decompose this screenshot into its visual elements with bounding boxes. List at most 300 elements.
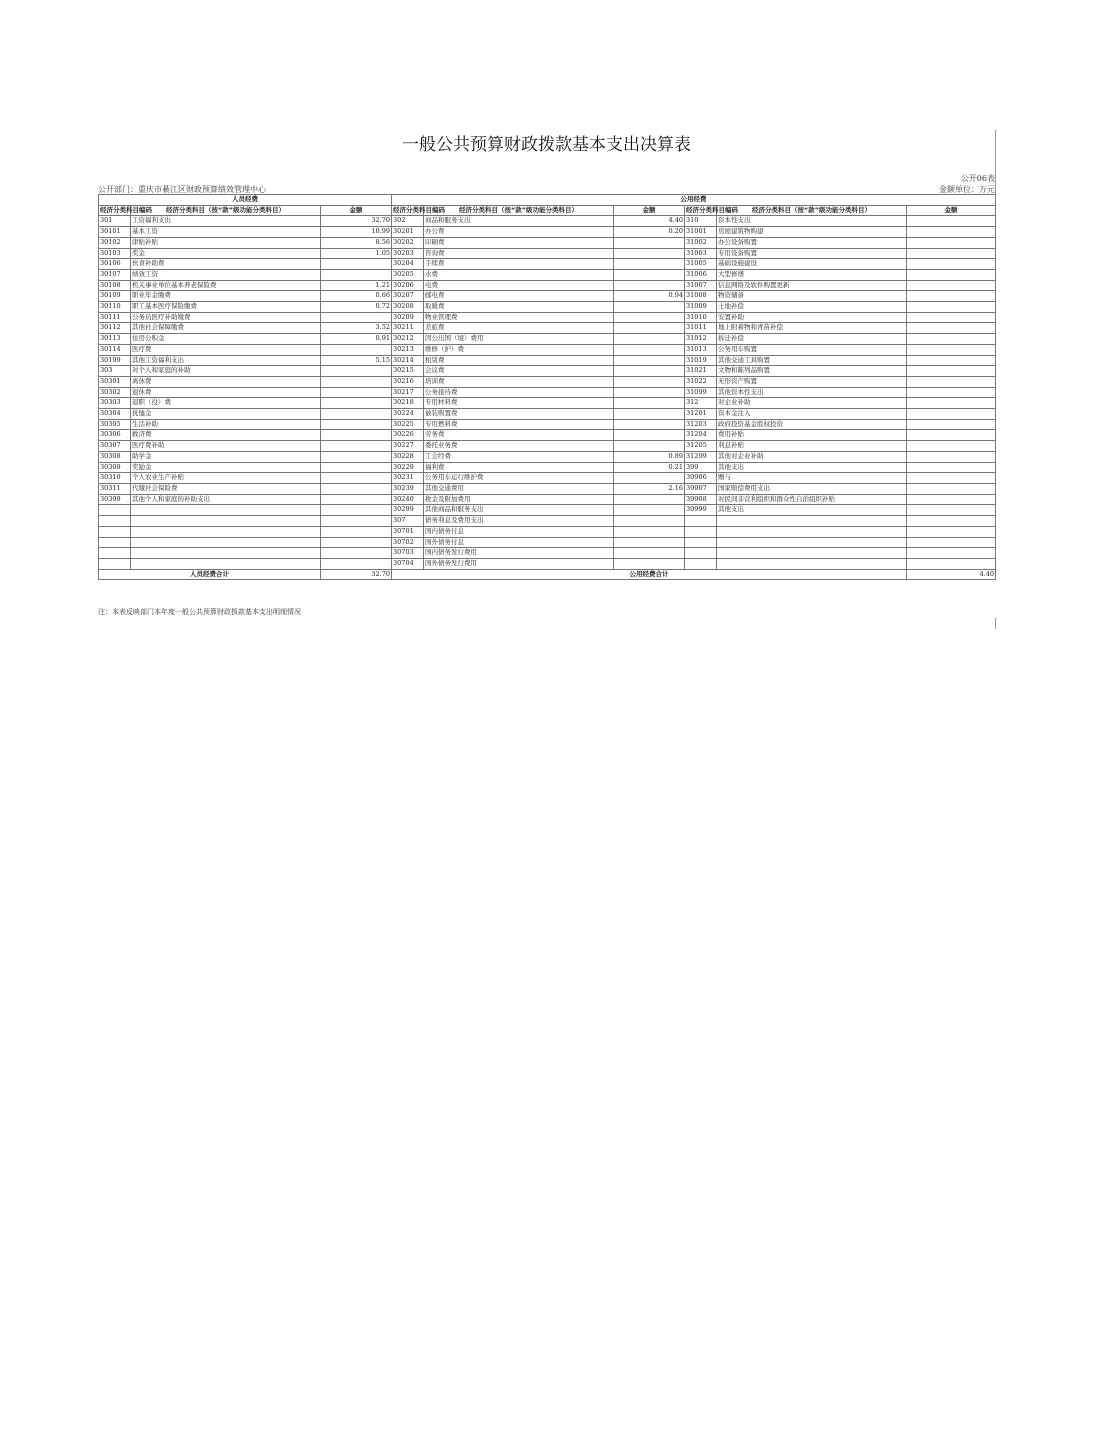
cell-name: 土地补偿 xyxy=(717,302,907,313)
cell-name: 大型修缮 xyxy=(717,269,907,280)
cell-name: 拆迁补偿 xyxy=(717,334,907,345)
cell-name xyxy=(717,516,907,527)
cell-code: 31008 xyxy=(685,291,717,302)
cell-name: 税金及附加费用 xyxy=(424,494,614,505)
cell-code: 31005 xyxy=(685,259,717,270)
amount-header: 金额 xyxy=(614,205,685,216)
cell-code: 30103 xyxy=(99,248,131,259)
expenditure-table xyxy=(98,194,996,580)
cell-code xyxy=(685,548,717,559)
cell-name: 抚恤金 xyxy=(131,409,321,420)
cell-amount xyxy=(321,259,392,270)
cell-amount xyxy=(907,483,996,494)
cell-code: 31204 xyxy=(685,430,717,441)
cell-amount xyxy=(614,419,685,430)
cell-code: 30214 xyxy=(392,355,424,366)
cell-amount xyxy=(321,483,392,494)
cell-code: 30211 xyxy=(392,323,424,334)
cell-name: 国外债务付息 xyxy=(424,537,614,548)
table-row xyxy=(99,237,996,248)
table-body xyxy=(99,216,996,569)
cell-name: 印刷费 xyxy=(424,237,614,248)
table-row xyxy=(99,505,996,516)
cell-amount xyxy=(907,419,996,430)
cell-code: 30215 xyxy=(392,366,424,377)
cell-amount xyxy=(321,558,392,569)
cell-name: 其他个人和家庭的补助支出 xyxy=(131,494,321,505)
cell-amount: 10.99 xyxy=(321,227,392,238)
cell-name: 邮电费 xyxy=(424,291,614,302)
cell-amount: 1.05 xyxy=(321,248,392,259)
cell-amount xyxy=(907,526,996,537)
cell-code: 30703 xyxy=(392,548,424,559)
personnel-header: 人员经费 xyxy=(99,195,392,206)
cell-name: 办公费 xyxy=(424,227,614,238)
cell-name: 专用材料费 xyxy=(424,398,614,409)
cell-code: 30240 xyxy=(392,494,424,505)
cell-name xyxy=(131,558,321,569)
table-row xyxy=(99,323,996,334)
table-row xyxy=(99,376,996,387)
cell-name: 资本金注入 xyxy=(717,409,907,420)
cell-code: 31002 xyxy=(685,237,717,248)
cell-amount xyxy=(614,441,685,452)
cell-code: 31011 xyxy=(685,323,717,334)
cell-amount: 0.72 xyxy=(321,302,392,313)
cell-amount xyxy=(907,494,996,505)
cell-amount xyxy=(614,505,685,516)
cell-code: 30217 xyxy=(392,387,424,398)
table-row xyxy=(99,227,996,238)
cell-name: 房屋建筑物购建 xyxy=(717,227,907,238)
cell-name: 国内债务发行费用 xyxy=(424,548,614,559)
cell-amount: 0.91 xyxy=(321,334,392,345)
cell-amount xyxy=(321,516,392,527)
cell-amount xyxy=(321,462,392,473)
group-header-row xyxy=(99,195,996,206)
cell-name: 退休费 xyxy=(131,387,321,398)
cell-code: 303 xyxy=(99,366,131,377)
cell-code: 302 xyxy=(392,216,424,227)
cell-code: 30208 xyxy=(392,302,424,313)
cell-amount xyxy=(614,237,685,248)
cell-name: 债务利息及费用支出 xyxy=(424,516,614,527)
cell-name: 其他商品和服务支出 xyxy=(424,505,614,516)
cell-name: 对个人和家庭的补助 xyxy=(131,366,321,377)
cell-code: 399 xyxy=(685,462,717,473)
cell-name: 安置补助 xyxy=(717,312,907,323)
page-title: 一般公共预算财政拨款基本支出决算表 xyxy=(402,135,691,155)
cell-amount: 8.56 xyxy=(321,237,392,248)
cell-name: 专用设备购置 xyxy=(717,248,907,259)
cell-amount: 5.15 xyxy=(321,355,392,366)
cell-amount xyxy=(614,334,685,345)
cell-amount xyxy=(614,516,685,527)
cell-amount xyxy=(614,248,685,259)
cell-name xyxy=(717,526,907,537)
cell-name: 取暖费 xyxy=(424,302,614,313)
cell-name xyxy=(131,526,321,537)
table-row xyxy=(99,451,996,462)
cell-amount xyxy=(614,548,685,559)
cell-code xyxy=(685,537,717,548)
cell-amount xyxy=(907,548,996,559)
cell-name: 差旅费 xyxy=(424,323,614,334)
cell-name: 咨询费 xyxy=(424,248,614,259)
cell-code: 30302 xyxy=(99,387,131,398)
cell-code: 31006 xyxy=(685,269,717,280)
cell-code: 30111 xyxy=(99,312,131,323)
cell-name: 职业年金缴费 xyxy=(131,291,321,302)
cell-name: 租赁费 xyxy=(424,355,614,366)
cell-name: 医疗费补助 xyxy=(131,441,321,452)
cell-name: 医疗费 xyxy=(131,344,321,355)
name-header: 经济分类科目（按“款”级功能分类科目） xyxy=(717,205,907,216)
cell-code: 30227 xyxy=(392,441,424,452)
cell-amount xyxy=(614,558,685,569)
cell-name xyxy=(717,558,907,569)
cell-amount xyxy=(907,505,996,516)
cell-code: 30207 xyxy=(392,291,424,302)
cell-amount xyxy=(614,280,685,291)
cell-code: 30226 xyxy=(392,430,424,441)
cell-name: 其他工资福利支出 xyxy=(131,355,321,366)
cell-name: 手续费 xyxy=(424,259,614,270)
table-row xyxy=(99,558,996,569)
cell-name: 地上附着物和青苗补偿 xyxy=(717,323,907,334)
cell-amount xyxy=(321,409,392,420)
cell-name xyxy=(131,548,321,559)
cell-name: 无形资产购置 xyxy=(717,376,907,387)
table-row xyxy=(99,366,996,377)
cell-amount xyxy=(907,269,996,280)
table-row xyxy=(99,280,996,291)
public-total-amount: 4.40 xyxy=(907,569,996,580)
table-row xyxy=(99,269,996,280)
cell-name: 劳务费 xyxy=(424,430,614,441)
table-row xyxy=(99,398,996,409)
cell-name: 其他交通工具购置 xyxy=(717,355,907,366)
cell-name: 费用补贴 xyxy=(717,430,907,441)
cell-amount: 3.52 xyxy=(321,323,392,334)
cell-name: 福利费 xyxy=(424,462,614,473)
cell-code: 30199 xyxy=(99,355,131,366)
cell-name: 退职（役）费 xyxy=(131,398,321,409)
cell-name: 代缴社会保险费 xyxy=(131,483,321,494)
cell-amount xyxy=(907,516,996,527)
cell-name: 基本工资 xyxy=(131,227,321,238)
cell-amount xyxy=(907,558,996,569)
cell-code: 30109 xyxy=(99,291,131,302)
cell-code: 30212 xyxy=(392,334,424,345)
cell-amount xyxy=(907,376,996,387)
cell-name: 救济费 xyxy=(131,430,321,441)
cell-name: 因公出国（境）费用 xyxy=(424,334,614,345)
cell-amount xyxy=(907,312,996,323)
cell-amount xyxy=(321,548,392,559)
cell-code xyxy=(99,526,131,537)
cell-code: 30114 xyxy=(99,344,131,355)
cell-name: 离休费 xyxy=(131,376,321,387)
cell-code: 31205 xyxy=(685,441,717,452)
cell-name: 个人农业生产补贴 xyxy=(131,473,321,484)
cell-name: 助学金 xyxy=(131,451,321,462)
table-row xyxy=(99,430,996,441)
table-row xyxy=(99,312,996,323)
cell-name: 津贴补贴 xyxy=(131,237,321,248)
table-row xyxy=(99,494,996,505)
cell-amount xyxy=(907,366,996,377)
cell-amount xyxy=(321,494,392,505)
cell-code: 31022 xyxy=(685,376,717,387)
cell-code: 39907 xyxy=(685,483,717,494)
amount-header: 金额 xyxy=(321,205,392,216)
cell-amount xyxy=(614,494,685,505)
cell-amount xyxy=(321,269,392,280)
cell-code: 30305 xyxy=(99,419,131,430)
cell-amount xyxy=(907,248,996,259)
cell-name: 委托业务费 xyxy=(424,441,614,452)
cell-name: 资本性支出 xyxy=(717,216,907,227)
cell-name: 会议费 xyxy=(424,366,614,377)
cell-code: 30205 xyxy=(392,269,424,280)
cell-code: 30307 xyxy=(99,441,131,452)
cell-name: 生活补助 xyxy=(131,419,321,430)
cell-amount xyxy=(614,323,685,334)
cell-code: 30101 xyxy=(99,227,131,238)
cell-amount xyxy=(321,526,392,537)
cell-amount xyxy=(907,398,996,409)
cell-amount xyxy=(614,259,685,270)
cell-code xyxy=(99,516,131,527)
name-header: 经济分类科目（按“款”级功能分类科目） xyxy=(131,205,321,216)
cell-code: 39906 xyxy=(685,473,717,484)
cell-code: 30239 xyxy=(392,483,424,494)
cell-amount xyxy=(907,237,996,248)
cell-name: 信息网络及软件购置更新 xyxy=(717,280,907,291)
public-total-label: 公用经费合计 xyxy=(392,569,907,580)
cell-name: 住房公积金 xyxy=(131,334,321,345)
cell-code: 30112 xyxy=(99,323,131,334)
cell-code: 30702 xyxy=(392,537,424,548)
table-row xyxy=(99,537,996,548)
cell-code: 30108 xyxy=(99,280,131,291)
cell-name: 对企业补助 xyxy=(717,398,907,409)
cell-amount xyxy=(907,451,996,462)
cell-code: 31201 xyxy=(685,409,717,420)
cell-code: 31203 xyxy=(685,419,717,430)
cell-code: 39908 xyxy=(685,494,717,505)
cell-amount xyxy=(321,505,392,516)
cell-code: 30102 xyxy=(99,237,131,248)
cell-amount xyxy=(321,430,392,441)
cell-name: 国外债务发行费用 xyxy=(424,558,614,569)
right-margin-rule-bottom xyxy=(995,618,996,629)
cell-name: 职工基本医疗保险缴费 xyxy=(131,302,321,313)
cell-amount: 0.94 xyxy=(614,291,685,302)
table-row xyxy=(99,216,996,227)
table-row xyxy=(99,334,996,345)
cell-code: 30311 xyxy=(99,483,131,494)
public-header: 公用经费 xyxy=(392,195,996,206)
cell-name: 伙食补助费 xyxy=(131,259,321,270)
cell-code: 31019 xyxy=(685,355,717,366)
cell-name: 专用燃料费 xyxy=(424,419,614,430)
cell-amount xyxy=(614,537,685,548)
cell-code xyxy=(685,558,717,569)
cell-code: 30201 xyxy=(392,227,424,238)
cell-amount xyxy=(614,269,685,280)
cell-code: 30107 xyxy=(99,269,131,280)
table-row xyxy=(99,259,996,270)
cell-code: 30203 xyxy=(392,248,424,259)
cell-amount xyxy=(321,312,392,323)
cell-amount: 4.40 xyxy=(614,216,685,227)
table-row xyxy=(99,409,996,420)
amount-header: 金额 xyxy=(907,205,996,216)
cell-code: 30110 xyxy=(99,302,131,313)
cell-code: 30231 xyxy=(392,473,424,484)
table-row xyxy=(99,419,996,430)
cell-code: 30206 xyxy=(392,280,424,291)
cell-name: 公务用车购置 xyxy=(717,344,907,355)
cell-name: 公务员医疗补助缴费 xyxy=(131,312,321,323)
code-header: 经济分类科目编码 xyxy=(685,205,717,216)
cell-name: 其他支出 xyxy=(717,505,907,516)
table-row xyxy=(99,248,996,259)
cell-amount xyxy=(907,409,996,420)
cell-name: 其他支出 xyxy=(717,462,907,473)
cell-name xyxy=(131,516,321,527)
cell-code: 30204 xyxy=(392,259,424,270)
cell-amount xyxy=(321,387,392,398)
cell-amount xyxy=(614,409,685,420)
cell-name: 公务用车运行维护费 xyxy=(424,473,614,484)
cell-code: 39999 xyxy=(685,505,717,516)
cell-amount: 1.21 xyxy=(321,280,392,291)
cell-code: 30704 xyxy=(392,558,424,569)
cell-code: 30224 xyxy=(392,409,424,420)
table-row xyxy=(99,548,996,559)
cell-name: 水费 xyxy=(424,269,614,280)
cell-code: 30209 xyxy=(392,312,424,323)
cell-code: 30309 xyxy=(99,462,131,473)
cell-amount xyxy=(907,537,996,548)
cell-amount xyxy=(907,430,996,441)
cell-code: 30303 xyxy=(99,398,131,409)
cell-name: 国家赔偿费用支出 xyxy=(717,483,907,494)
cell-amount xyxy=(907,302,996,313)
cell-amount xyxy=(321,366,392,377)
cell-amount: 2.16 xyxy=(614,483,685,494)
cell-code: 30310 xyxy=(99,473,131,484)
cell-code: 30301 xyxy=(99,376,131,387)
cell-name: 赠与 xyxy=(717,473,907,484)
cell-name: 工会经费 xyxy=(424,451,614,462)
cell-name: 机关事业单位基本养老保险费 xyxy=(131,280,321,291)
table-row xyxy=(99,526,996,537)
cell-code: 310 xyxy=(685,216,717,227)
cell-name: 电费 xyxy=(424,280,614,291)
totals-row xyxy=(99,569,996,580)
cell-amount xyxy=(614,355,685,366)
cell-amount xyxy=(614,302,685,313)
cell-code: 30299 xyxy=(392,505,424,516)
cell-amount xyxy=(907,216,996,227)
cell-amount xyxy=(614,387,685,398)
cell-amount xyxy=(907,259,996,270)
cell-code: 30218 xyxy=(392,398,424,409)
cell-name: 政府投资基金股权投资 xyxy=(717,419,907,430)
cell-amount xyxy=(321,398,392,409)
cell-name: 维修（护）费 xyxy=(424,344,614,355)
cell-amount xyxy=(614,376,685,387)
cell-amount xyxy=(907,355,996,366)
cell-amount xyxy=(614,366,685,377)
personnel-total-label: 人员经费合计 xyxy=(99,569,321,580)
cell-code: 31003 xyxy=(685,248,717,259)
cell-code: 312 xyxy=(685,398,717,409)
table-row xyxy=(99,387,996,398)
cell-code: 31013 xyxy=(685,344,717,355)
cell-code: 31009 xyxy=(685,302,717,313)
cell-name: 国内债务付息 xyxy=(424,526,614,537)
table-row xyxy=(99,462,996,473)
cell-amount xyxy=(907,280,996,291)
cell-name: 培训费 xyxy=(424,376,614,387)
cell-code xyxy=(99,548,131,559)
cell-amount xyxy=(907,473,996,484)
cell-amount xyxy=(614,526,685,537)
cell-code: 30304 xyxy=(99,409,131,420)
form-number: 公开06表 xyxy=(960,174,995,183)
cell-amount xyxy=(907,291,996,302)
cell-amount xyxy=(907,323,996,334)
cell-code: 31007 xyxy=(685,280,717,291)
cell-amount: 0.20 xyxy=(614,227,685,238)
code-header: 经济分类科目编码 xyxy=(99,205,131,216)
cell-name xyxy=(131,505,321,516)
cell-name: 其他交通费用 xyxy=(424,483,614,494)
cell-amount xyxy=(614,344,685,355)
cell-amount: 0.89 xyxy=(614,451,685,462)
cell-name xyxy=(717,548,907,559)
table-row xyxy=(99,516,996,527)
cell-code: 30229 xyxy=(392,462,424,473)
footnote: 注：本表反映部门本年度一般公共预算财政拨款基本支出明细情况 xyxy=(98,608,301,616)
cell-name: 奖金 xyxy=(131,248,321,259)
cell-amount xyxy=(321,344,392,355)
cell-name xyxy=(717,537,907,548)
cell-amount xyxy=(321,419,392,430)
cell-code: 31001 xyxy=(685,227,717,238)
cell-amount xyxy=(614,312,685,323)
cell-code: 31012 xyxy=(685,334,717,345)
table-row xyxy=(99,441,996,452)
cell-name: 被装购置费 xyxy=(424,409,614,420)
table-row xyxy=(99,344,996,355)
cell-code: 30306 xyxy=(99,430,131,441)
cell-amount: 0.21 xyxy=(614,462,685,473)
cell-amount: 0.66 xyxy=(321,291,392,302)
cell-code: 301 xyxy=(99,216,131,227)
cell-amount xyxy=(614,430,685,441)
department-label: 公开部门：重庆市綦江区财政预算绩效管理中心 xyxy=(98,185,266,194)
cell-code xyxy=(685,526,717,537)
table-row xyxy=(99,291,996,302)
cell-amount: 32.70 xyxy=(321,216,392,227)
cell-name: 其他对企业补助 xyxy=(717,451,907,462)
